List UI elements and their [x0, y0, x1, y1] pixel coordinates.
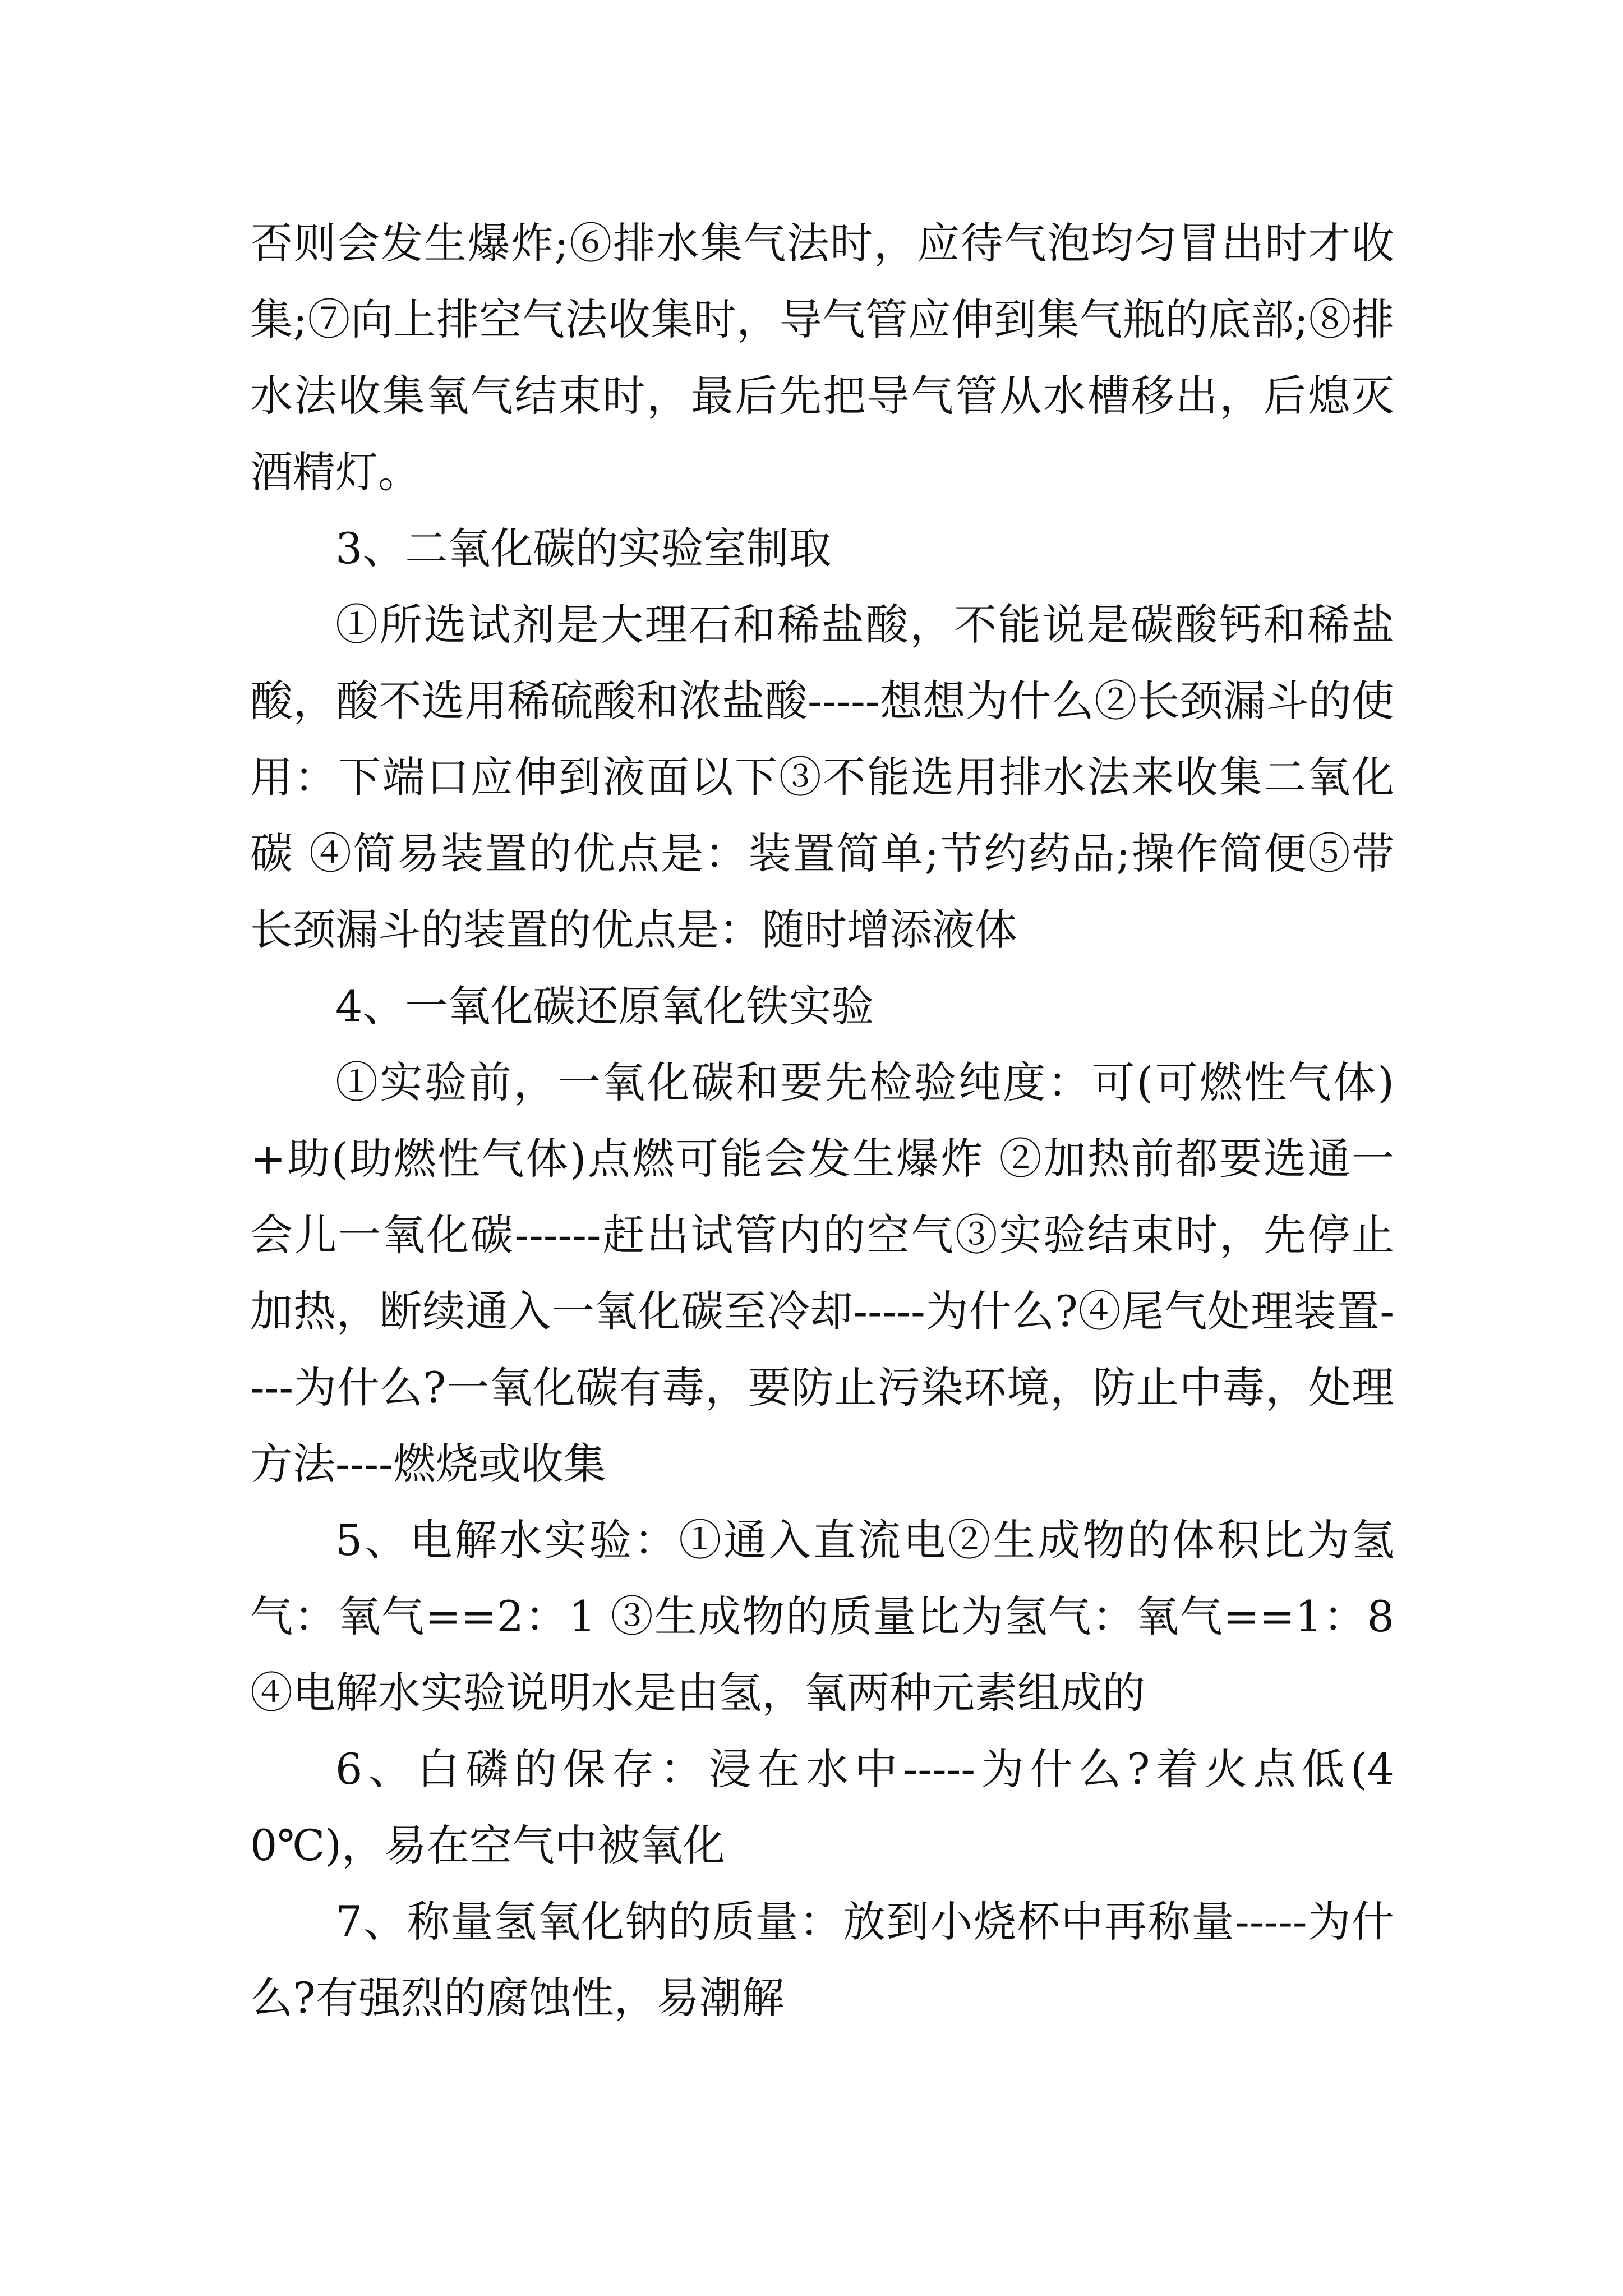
paragraph-white-phosphorus: 6、白磷的保存：浸在水中-----为什么?着火点低(40℃)，易在空气中被氧化	[250, 1744, 1394, 1870]
document-body	[250, 205, 1394, 2036]
heading-co-reduction: 4、一氧化碳还原氧化铁实验	[335, 981, 874, 1031]
paragraph-co2-notes: ①所选试剂是大理石和稀盐酸，不能说是碳酸钙和稀盐酸，酸不选用稀硫酸和浓盐酸-----想想为什么②长颈漏斗的使用：下端口应伸到液面以下③不能选用排水法来收集二氧化碳 ④简易装置的优点是：装置简单;节约药品;操作简便⑤带长颈漏斗的装置的优点是：随时增添液体	[250, 600, 1394, 955]
heading-co2-preparation: 3、二氧化碳的实验室制取	[335, 523, 832, 573]
paragraph-naoh-weighing: 7、称量氢氧化钠的质量：放到小烧杯中再称量-----为什么?有强烈的腐蚀性，易潮解	[250, 1897, 1394, 2023]
paragraph-continuation: 否则会发生爆炸;⑥排水集气法时，应待气泡均匀冒出时才收集;⑦向上排空气法收集时，导气管应伸到集气瓶的底部;⑧排水法收集氧气结束时，最后先把导气管从水槽移出，后熄灭酒精灯。	[250, 218, 1394, 497]
paragraph-electrolysis: 5、电解水实验：①通入直流电②生成物的体积比为氢气：氧气==2：1 ③生成物的质量比为氢气：氧气==1：8 ④电解水实验说明水是由氢，氧两种元素组成的	[250, 1515, 1394, 1718]
paragraph-co-reduction-notes: ①实验前，一氧化碳和要先检验纯度：可(可燃性气体)+助(助燃性气体)点燃可能会发生爆炸 ②加热前都要选通一会儿一氧化碳------赶出试管内的空气③实验结束时，先停止加热，断续通入一氧化碳至冷却-----为什么?④尾气处理装置----为什么?一氧化碳有毒，要防止污染环境，防止中毒，处理方法----燃烧或收集	[250, 1057, 1394, 1489]
